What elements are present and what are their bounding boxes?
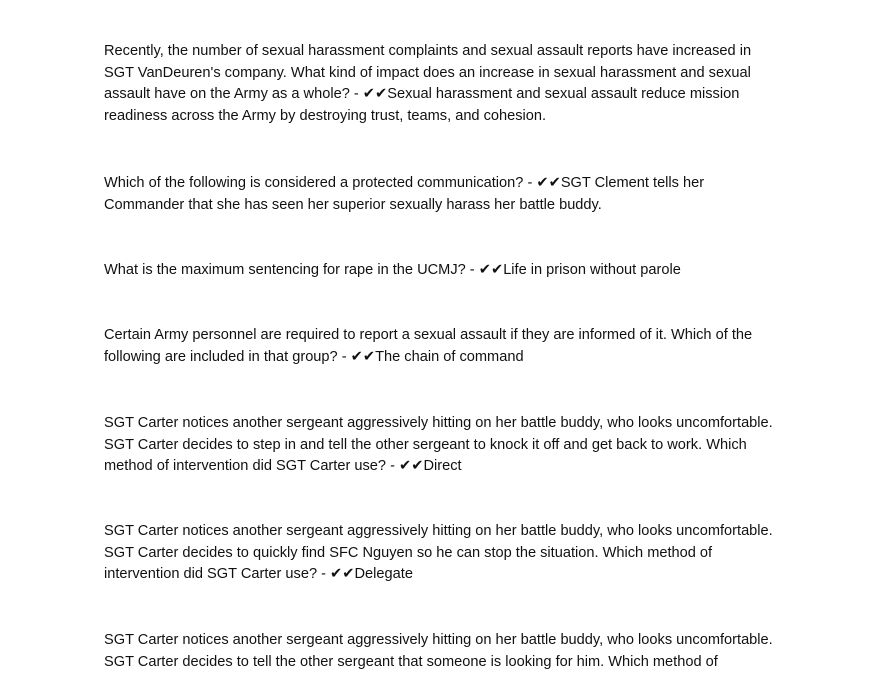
answer-text: SGT Clement tells her Commander that she has seen her superior sexually harass her battle buddy. bbox=[104, 175, 705, 213]
check-mark-icon: - ✔✔ bbox=[386, 458, 424, 474]
answer-text: The chain of command bbox=[375, 348, 524, 365]
check-mark-icon: - ✔✔ bbox=[349, 86, 388, 102]
check-mark-icon: - ✔✔ bbox=[523, 175, 561, 191]
question-text: Which of the following is considered a protected communication? bbox=[104, 175, 524, 191]
question-text: SGT Carter notices another sergeant aggressively hitting on her battle buddy, who looks uncomfortable. SGT Carter decides to quickly find SFC Nguyen so he can stop the situation. Which method of intervention did SGT Carter use? bbox=[104, 523, 773, 582]
check-mark-icon: - ✔✔ bbox=[317, 566, 355, 582]
answer-text: Life in prison without parole bbox=[503, 262, 681, 278]
check-mark-icon: - ✔✔ bbox=[337, 348, 376, 365]
answer-text: Direct bbox=[423, 458, 462, 474]
question-text: SGT Carter notices another sergeant aggressively hitting on her battle buddy, who looks uncomfortable. SGT Carter decides to step in and tell the other sergeant to knock it off and get back to work. Which method of intervention did SGT Carter use? bbox=[104, 415, 773, 474]
question-text: Certain Army personnel are required to report a sexual assault if they are informed of it. Which of the following are included in that group? bbox=[104, 327, 753, 365]
check-mark-icon: - ✔✔ bbox=[465, 262, 504, 278]
qa-item-7 bbox=[104, 630, 784, 673]
question-text: SGT Carter notices another sergeant aggressively hitting on her battle buddy, who looks uncomfortable. SGT Carter decides to tell the other sergeant that someone is looking for him. Which method of bbox=[104, 632, 773, 670]
answer-text: Delegate bbox=[354, 566, 413, 582]
answer-text: Sexual harassment and sexual assault reduce mission readiness across the Army by destroying trust, teams, and cohesion. bbox=[104, 86, 740, 124]
qa-item-1 bbox=[104, 41, 784, 127]
qa-item-2 bbox=[104, 173, 784, 216]
qa-item-3 bbox=[104, 260, 784, 282]
question-text: Recently, the number of sexual harassment complaints and sexual assault reports have increased in SGT VanDeuren's company. What kind of impact does an increase in sexual harassment and sexual assault have on the Army as a whole? bbox=[104, 43, 752, 102]
question-text: What is the maximum sentencing for rape in the UCMJ? bbox=[104, 262, 466, 278]
qa-item-6 bbox=[104, 521, 784, 586]
qa-item-5 bbox=[104, 413, 784, 478]
qa-item-4 bbox=[104, 325, 784, 368]
